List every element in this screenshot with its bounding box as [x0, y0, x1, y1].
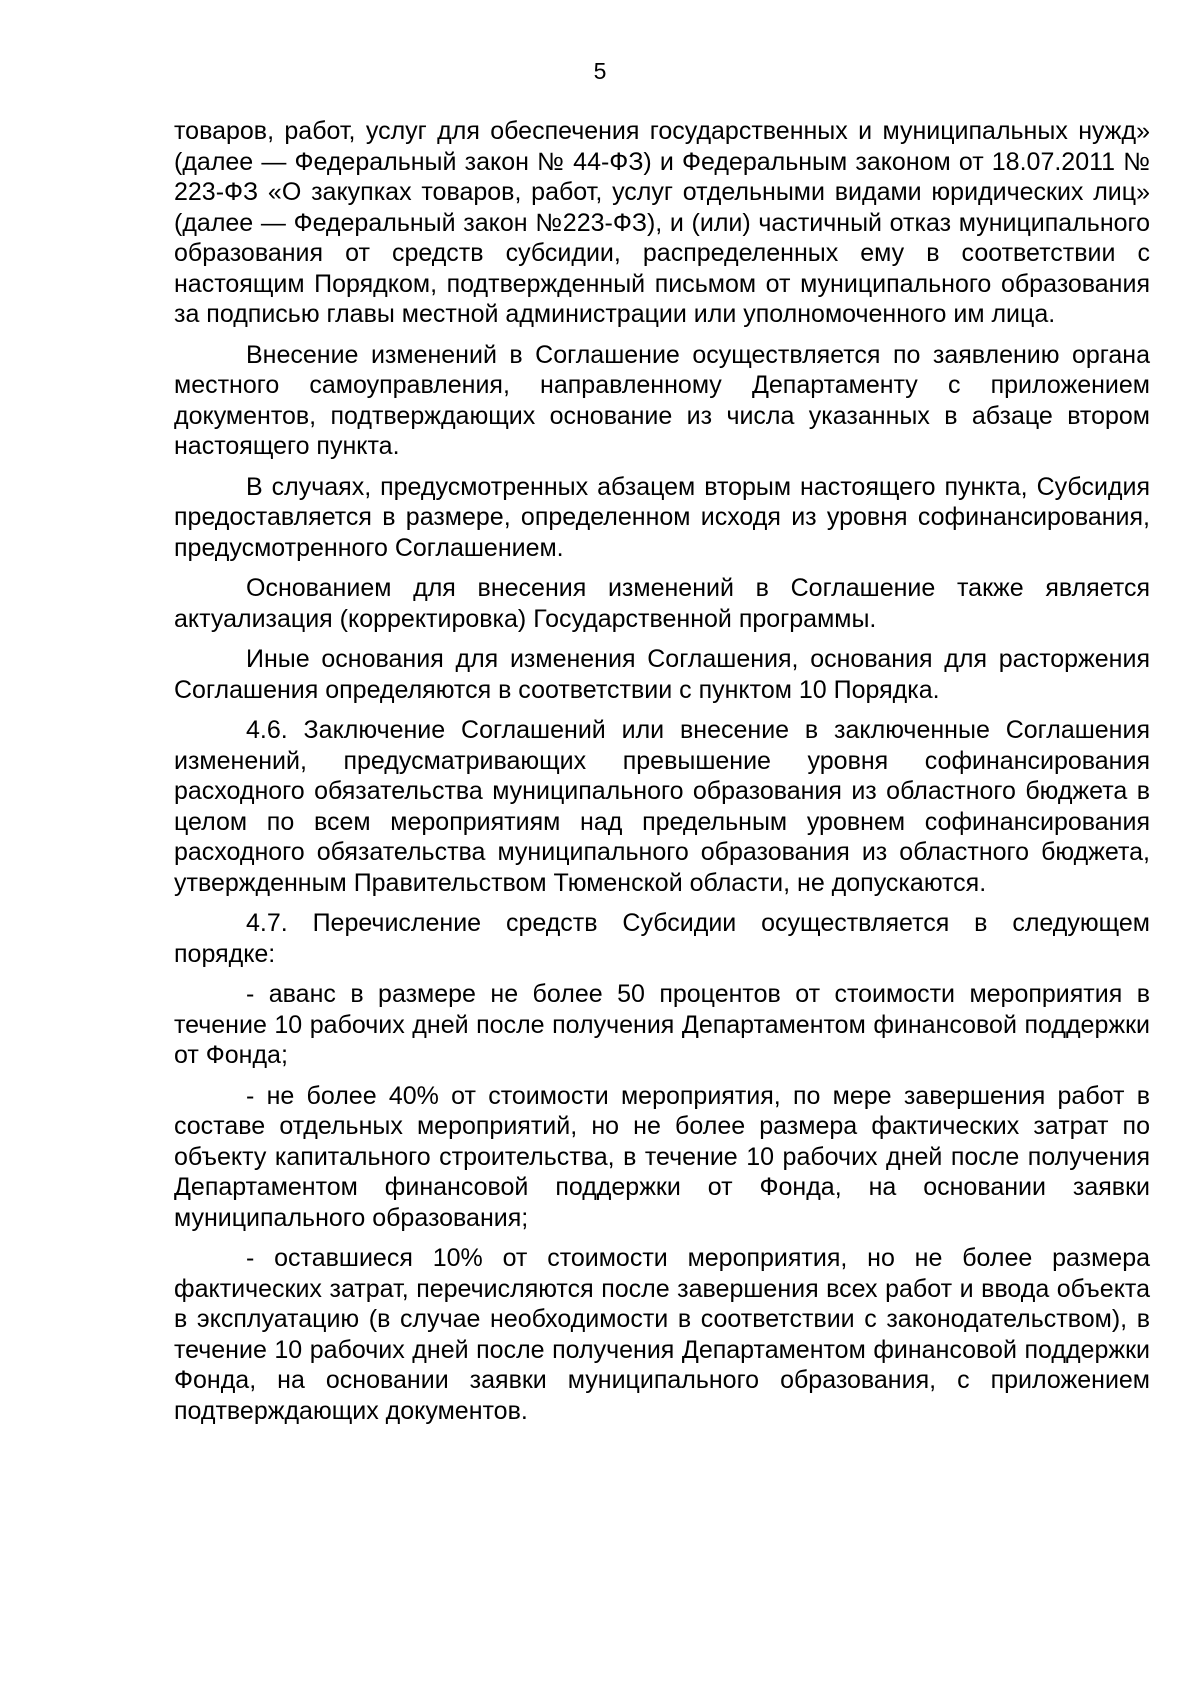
paragraph: В случаях, предусмотренных абзацем вторым настоящего пункта, Субсидия предоставляется в размере, определенном исходя из уровня софинансирования, предусмотренного Соглашением.	[174, 472, 1150, 562]
paragraph: Иные основания для изменения Соглашения, основания для расторжения Соглашения определяются в соответствии с пунктом 10 Порядка.	[174, 645, 1150, 704]
paragraph: Внесение изменений в Соглашение осуществляется по заявлению органа местного самоуправления, направленному Департаменту с приложением документов, подтверждающих основание из числа указанных в абзаце втором настоящего пункта.	[174, 340, 1150, 460]
document-body	[174, 116, 1150, 1436]
list-item-advance: - аванс в размере не более 50 процентов от стоимости мероприятия в течение 10 рабочих дней после получения Департаментом финансовой поддержки от Фонда;	[174, 980, 1150, 1069]
paragraph: Основанием для внесения изменений в Соглашение также является актуализация (корректировка) Государственной программы.	[174, 574, 1150, 633]
paragraph-clause-4-7: 4.7. Перечисление средств Субсидии осуществляется в следующем порядке:	[174, 909, 1150, 968]
list-item-remaining-ten-percent: - оставшиеся 10% от стоимости мероприятия, но не более размера фактических затрат, перечисляются после завершения всех работ и ввода объекта в эксплуатацию (в случае необходимости в соответствии с законодательством), в течение 10 рабочих дней после получения Департаментом финансовой поддержки Фонда, на основании заявки муниципального образования, с приложением подтверждающих документов.	[174, 1244, 1150, 1425]
paragraph-continuation: товаров, работ, услуг для обеспечения государственных и муниципальных нужд» (далее — Федеральный закон № 44-ФЗ) и Федеральным законом от 18.07.2011 № 223-ФЗ «О закупках товаров, работ, услуг отдельными видами юридических лиц» (далее — Федеральный закон №223-ФЗ), и (или) частичный отказ муниципального образования от средств субсидии, распределенных ему в соответствии с настоящим Порядком, подтвержденный письмом от муниципального образования за подписью главы местной администрации или уполномоченного им лица.	[174, 117, 1150, 328]
paragraph-clause-4-6: 4.6. Заключение Соглашений или внесение в заключенные Соглашения изменений, предусматривающих превышение уровня софинансирования расходного обязательства муниципального образования из областного бюджета в целом по всем мероприятиям над предельным уровнем софинансирования расходного обязательства муниципального образования из областного бюджета, утвержденным Правительством Тюменской области, не допускаются.	[174, 716, 1150, 897]
list-item-forty-percent: - не более 40% от стоимости мероприятия, по мере завершения работ в составе отдельных мероприятий, но не более размера фактических затрат по объекту капитального строительства, в течение 10 рабочих дней после получения Департаментом финансовой поддержки от Фонда, на основании заявки муниципального образования;	[174, 1081, 1150, 1232]
page-number: 5	[593, 58, 607, 84]
